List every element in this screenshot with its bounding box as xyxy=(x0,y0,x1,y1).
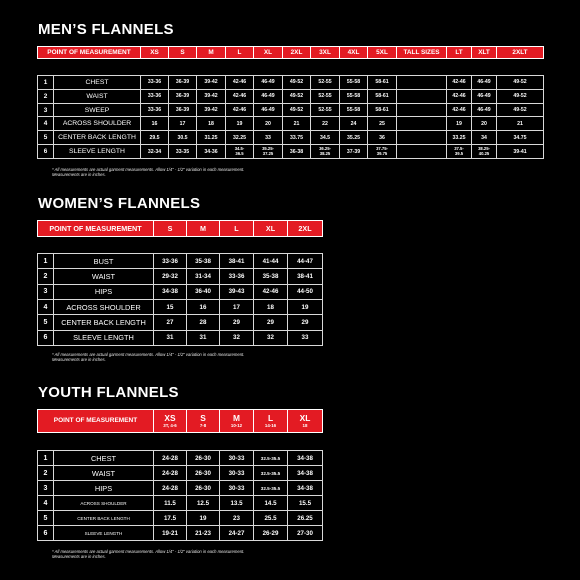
value-cell: 36-39 xyxy=(169,103,197,117)
value-cell: 24-28 xyxy=(154,466,187,481)
value-cell: 30-33 xyxy=(220,481,254,496)
value-cell: 21-23 xyxy=(187,526,220,541)
value-cell: 16 xyxy=(187,299,220,314)
value-cell: 39-43 xyxy=(220,284,254,299)
row-measurement-name: CENTER BACK LENGTH xyxy=(54,511,154,526)
value-cell: 55-58 xyxy=(340,103,368,117)
value-cell: 49-52 xyxy=(497,76,544,90)
value-cell: 32 xyxy=(254,330,288,345)
value-cell: 36-38 xyxy=(283,145,311,159)
row-number: 2 xyxy=(38,269,54,284)
header-point-of-measurement: POINT OF MEASUREMENT xyxy=(38,410,154,433)
row-measurement-name: SWEEP xyxy=(54,103,141,117)
value-cell: 37.5- 39.5 xyxy=(447,145,472,159)
value-cell: 17 xyxy=(220,299,254,314)
row-number: 6 xyxy=(38,330,54,345)
value-cell: 55-58 xyxy=(340,76,368,90)
value-cell: 17.5 xyxy=(154,511,187,526)
value-cell: 33-36 xyxy=(220,269,254,284)
value-cell: 32 xyxy=(220,330,254,345)
value-cell xyxy=(397,103,447,117)
value-cell: 35-38 xyxy=(187,254,220,269)
value-cell: 30.5 xyxy=(169,131,197,145)
value-cell: 38-41 xyxy=(220,254,254,269)
value-cell: 11.5 xyxy=(154,496,187,511)
value-cell: 37-39 xyxy=(340,145,368,159)
header-size-cell: M xyxy=(197,47,226,59)
table-row xyxy=(38,284,323,299)
value-cell: 16 xyxy=(141,117,169,131)
value-cell: 34-38 xyxy=(288,481,323,496)
size-label: L xyxy=(267,413,274,424)
row-measurement-name: BUST xyxy=(54,254,154,269)
row-number: 1 xyxy=(38,254,54,269)
header-size-cell xyxy=(187,410,220,433)
row-measurement-name: SLEEVE LENGTH xyxy=(54,526,154,541)
header-size-cell: XL xyxy=(254,221,288,237)
value-cell: 52-55 xyxy=(311,76,340,90)
value-cell: 31-34 xyxy=(187,269,220,284)
header-size-cell: 5XL xyxy=(368,47,397,59)
value-cell: 39-42 xyxy=(197,103,226,117)
value-cell: 49-52 xyxy=(283,103,311,117)
age-range-label: 14-16 xyxy=(264,422,277,428)
row-number: 2 xyxy=(38,466,54,481)
row-number: 4 xyxy=(38,496,54,511)
value-cell: 33 xyxy=(288,330,323,345)
value-cell: 21 xyxy=(497,117,544,131)
header-size-cell: XS xyxy=(141,47,169,59)
age-range-label: 7-8 xyxy=(199,422,207,428)
value-cell: 14.5 xyxy=(254,496,288,511)
value-cell: 35.25- 37.25 xyxy=(254,145,283,159)
row-number: 5 xyxy=(38,315,54,330)
value-cell: 31 xyxy=(187,330,220,345)
size-label: S xyxy=(200,413,206,424)
women-header-table xyxy=(37,220,323,237)
value-cell: 36-39 xyxy=(169,76,197,90)
value-cell: 29 xyxy=(288,315,323,330)
value-cell: 21 xyxy=(283,117,311,131)
header-size-cell xyxy=(288,410,323,433)
value-cell: 46-49 xyxy=(472,103,497,117)
table-row xyxy=(38,496,323,511)
table-row xyxy=(38,145,544,159)
value-cell: 25.5 xyxy=(254,511,288,526)
value-cell: 29 xyxy=(220,315,254,330)
value-cell: 20 xyxy=(472,117,497,131)
size-label: M xyxy=(233,413,240,424)
row-measurement-name: ACROSS SHOULDER xyxy=(54,496,154,511)
row-number: 3 xyxy=(38,284,54,299)
row-number: 2 xyxy=(38,89,54,103)
header-point-of-measurement: POINT OF MEASUREMENT xyxy=(38,47,141,59)
youth-header-table xyxy=(37,409,323,433)
value-cell: 39-42 xyxy=(197,89,226,103)
men-section-title: MEN’S FLANNELS xyxy=(38,21,174,38)
size-label: XL xyxy=(299,413,311,424)
value-cell: 26-29 xyxy=(254,526,288,541)
header-size-cell: XLT xyxy=(472,47,497,59)
men-header-table xyxy=(37,46,544,59)
table-row xyxy=(38,117,544,131)
value-cell: 31 xyxy=(154,330,187,345)
value-cell: 37.75- 39.75 xyxy=(368,145,397,159)
table-row xyxy=(38,254,323,269)
table-row xyxy=(38,526,323,541)
value-cell xyxy=(397,76,447,90)
value-cell: 32.25 xyxy=(226,131,254,145)
value-cell xyxy=(397,131,447,145)
row-measurement-name: ACROSS SHOULDER xyxy=(54,299,154,314)
table-row xyxy=(38,269,323,284)
value-cell: 55-58 xyxy=(340,89,368,103)
row-measurement-name: SLEEVE LENGTH xyxy=(54,330,154,345)
row-measurement-name: CHEST xyxy=(54,451,154,466)
youth-measurement-note: * All measurements are actual garment measurements. Allow 1/4" - 1/2" variation in each measurement. Measurements are in inches. xyxy=(52,549,245,560)
header-size-cell: LT xyxy=(447,47,472,59)
value-cell: 12.5 xyxy=(187,496,220,511)
value-cell: 39-42 xyxy=(197,76,226,90)
value-cell: 34-38 xyxy=(288,451,323,466)
header-size-cell: L xyxy=(220,221,254,237)
row-measurement-name: WAIST xyxy=(54,269,154,284)
header-size-cell: 4XL xyxy=(340,47,368,59)
value-cell: 58-61 xyxy=(368,76,397,90)
value-cell: 26-30 xyxy=(187,466,220,481)
value-cell: 34-38 xyxy=(154,284,187,299)
table-row xyxy=(38,511,323,526)
value-cell: 52-55 xyxy=(311,103,340,117)
header-point-of-measurement: POINT OF MEASUREMENT xyxy=(38,221,154,237)
value-cell: 18 xyxy=(254,299,288,314)
value-cell xyxy=(397,145,447,159)
value-cell: 26.25 xyxy=(288,511,323,526)
value-cell: 42-46 xyxy=(447,89,472,103)
value-cell: 24-28 xyxy=(154,481,187,496)
value-cell: 15.5 xyxy=(288,496,323,511)
value-cell: 46-49 xyxy=(254,89,283,103)
value-cell: 33-36 xyxy=(154,254,187,269)
value-cell: 29.5 xyxy=(141,131,169,145)
value-cell: 29-32 xyxy=(154,269,187,284)
age-range-label: 10-12 xyxy=(230,422,243,428)
value-cell: 22 xyxy=(311,117,340,131)
value-cell: 17 xyxy=(169,117,197,131)
value-cell: 49-52 xyxy=(283,76,311,90)
value-cell: 31.25 xyxy=(197,131,226,145)
value-cell: 44-50 xyxy=(288,284,323,299)
table-row xyxy=(38,103,544,117)
value-cell: 49-52 xyxy=(497,103,544,117)
value-cell: 42-46 xyxy=(226,103,254,117)
value-cell: 29 xyxy=(254,315,288,330)
value-cell: 39-41 xyxy=(497,145,544,159)
row-number: 4 xyxy=(38,299,54,314)
row-number: 3 xyxy=(38,103,54,117)
header-size-cell: TALL SIZES xyxy=(397,47,447,59)
value-cell: 42-46 xyxy=(447,103,472,117)
row-number: 1 xyxy=(38,451,54,466)
value-cell: 34.5- 36.5 xyxy=(226,145,254,159)
value-cell: 41-44 xyxy=(254,254,288,269)
value-cell: 46-49 xyxy=(472,89,497,103)
value-cell: 49-52 xyxy=(497,89,544,103)
value-cell: 24 xyxy=(340,117,368,131)
row-measurement-name: WAIST xyxy=(54,89,141,103)
value-cell: 42-46 xyxy=(254,284,288,299)
value-cell: 34-38 xyxy=(288,466,323,481)
value-cell: 19 xyxy=(447,117,472,131)
row-number: 4 xyxy=(38,117,54,131)
value-cell: 33-35 xyxy=(169,145,197,159)
row-measurement-name: CENTER BACK LENGTH xyxy=(54,131,141,145)
value-cell: 36 xyxy=(368,131,397,145)
value-cell: 19-21 xyxy=(154,526,187,541)
value-cell: 35.25 xyxy=(340,131,368,145)
row-number: 5 xyxy=(38,131,54,145)
value-cell xyxy=(397,117,447,131)
value-cell: 20 xyxy=(254,117,283,131)
value-cell: 33-36 xyxy=(141,89,169,103)
value-cell: 33-36 xyxy=(141,76,169,90)
men-measurement-note: * All measurements are actual garment measurements. Allow 1/4" - 1/2" variation in each measurement. Measurements are in inches. xyxy=(52,167,245,178)
table-row xyxy=(38,466,323,481)
value-cell: 34.5 xyxy=(311,131,340,145)
youth-measurements-table xyxy=(37,450,323,541)
value-cell: 38-41 xyxy=(288,269,323,284)
value-cell: 42-46 xyxy=(447,76,472,90)
value-cell: 36-40 xyxy=(187,284,220,299)
value-cell: 58-61 xyxy=(368,103,397,117)
age-range-label: 18 xyxy=(302,422,308,428)
header-size-cell xyxy=(254,410,288,433)
value-cell: 34 xyxy=(472,131,497,145)
row-measurement-name: CHEST xyxy=(54,76,141,90)
value-cell: 32.5-35.5 xyxy=(254,481,288,496)
table-row xyxy=(38,481,323,496)
value-cell: 33 xyxy=(254,131,283,145)
value-cell: 52-55 xyxy=(311,89,340,103)
value-cell xyxy=(397,89,447,103)
row-measurement-name: WAIST xyxy=(54,466,154,481)
header-size-cell xyxy=(220,410,254,433)
youth-section-title: YOUTH FLANNELS xyxy=(38,384,179,401)
value-cell: 28 xyxy=(187,315,220,330)
header-size-cell: L xyxy=(226,47,254,59)
row-number: 1 xyxy=(38,76,54,90)
value-cell: 30-33 xyxy=(220,466,254,481)
value-cell: 44-47 xyxy=(288,254,323,269)
header-size-cell: S xyxy=(154,221,187,237)
value-cell: 25 xyxy=(368,117,397,131)
value-cell: 46-49 xyxy=(254,103,283,117)
row-number: 6 xyxy=(38,145,54,159)
value-cell: 26-30 xyxy=(187,451,220,466)
header-size-cell: 2XLT xyxy=(497,47,544,59)
women-measurements-table xyxy=(37,253,323,346)
value-cell: 42-46 xyxy=(226,89,254,103)
value-cell: 32-34 xyxy=(141,145,169,159)
value-cell: 46-49 xyxy=(254,76,283,90)
header-size-cell: M xyxy=(187,221,220,237)
table-row xyxy=(38,330,323,345)
value-cell: 34.75 xyxy=(497,131,544,145)
row-number: 3 xyxy=(38,481,54,496)
value-cell: 13.5 xyxy=(220,496,254,511)
women-section-title: WOMEN’S FLANNELS xyxy=(38,195,201,212)
value-cell: 49-52 xyxy=(283,89,311,103)
value-cell: 33.25 xyxy=(447,131,472,145)
row-measurement-name: HIPS xyxy=(54,481,154,496)
value-cell: 18 xyxy=(197,117,226,131)
row-measurement-name: CENTER BACK LENGTH xyxy=(54,315,154,330)
table-row xyxy=(38,89,544,103)
value-cell: 32.5-35.5 xyxy=(254,466,288,481)
value-cell: 32.5-35.5 xyxy=(254,451,288,466)
table-row xyxy=(38,299,323,314)
value-cell: 26-30 xyxy=(187,481,220,496)
value-cell: 24-27 xyxy=(220,526,254,541)
value-cell: 42-46 xyxy=(226,76,254,90)
value-cell: 34-36 xyxy=(197,145,226,159)
value-cell: 27 xyxy=(154,315,187,330)
value-cell: 35-38 xyxy=(254,269,288,284)
row-measurement-name: HIPS xyxy=(54,284,154,299)
table-row xyxy=(38,131,544,145)
table-row xyxy=(38,315,323,330)
table-row xyxy=(38,451,323,466)
header-size-cell: XL xyxy=(254,47,283,59)
value-cell: 33-36 xyxy=(141,103,169,117)
value-cell: 19 xyxy=(226,117,254,131)
row-number: 6 xyxy=(38,526,54,541)
value-cell: 36-39 xyxy=(169,89,197,103)
header-size-cell: 2XL xyxy=(283,47,311,59)
value-cell: 38.25- 40.25 xyxy=(472,145,497,159)
value-cell: 36.25- 38.25 xyxy=(311,145,340,159)
value-cell: 58-61 xyxy=(368,89,397,103)
row-measurement-name: SLEEVE LENGTH xyxy=(54,145,141,159)
age-range-label: 3T, 4-6 xyxy=(163,422,177,428)
row-measurement-name: ACROSS SHOULDER xyxy=(54,117,141,131)
header-size-cell: S xyxy=(169,47,197,59)
value-cell: 33.75 xyxy=(283,131,311,145)
row-number: 5 xyxy=(38,511,54,526)
table-row xyxy=(38,76,544,90)
header-size-cell xyxy=(154,410,187,433)
value-cell: 19 xyxy=(288,299,323,314)
women-measurement-note: * All measurements are actual garment measurements. Allow 1/4" - 1/2" variation in each measurement. Measurements are in inches. xyxy=(52,352,245,363)
value-cell: 23 xyxy=(220,511,254,526)
size-label: XS xyxy=(164,413,176,424)
value-cell: 30-33 xyxy=(220,451,254,466)
header-size-cell: 3XL xyxy=(311,47,340,59)
value-cell: 15 xyxy=(154,299,187,314)
header-size-cell: 2XL xyxy=(288,221,323,237)
value-cell: 24-28 xyxy=(154,451,187,466)
men-measurements-table xyxy=(37,75,544,159)
value-cell: 46-49 xyxy=(472,76,497,90)
value-cell: 19 xyxy=(187,511,220,526)
value-cell: 27-30 xyxy=(288,526,323,541)
